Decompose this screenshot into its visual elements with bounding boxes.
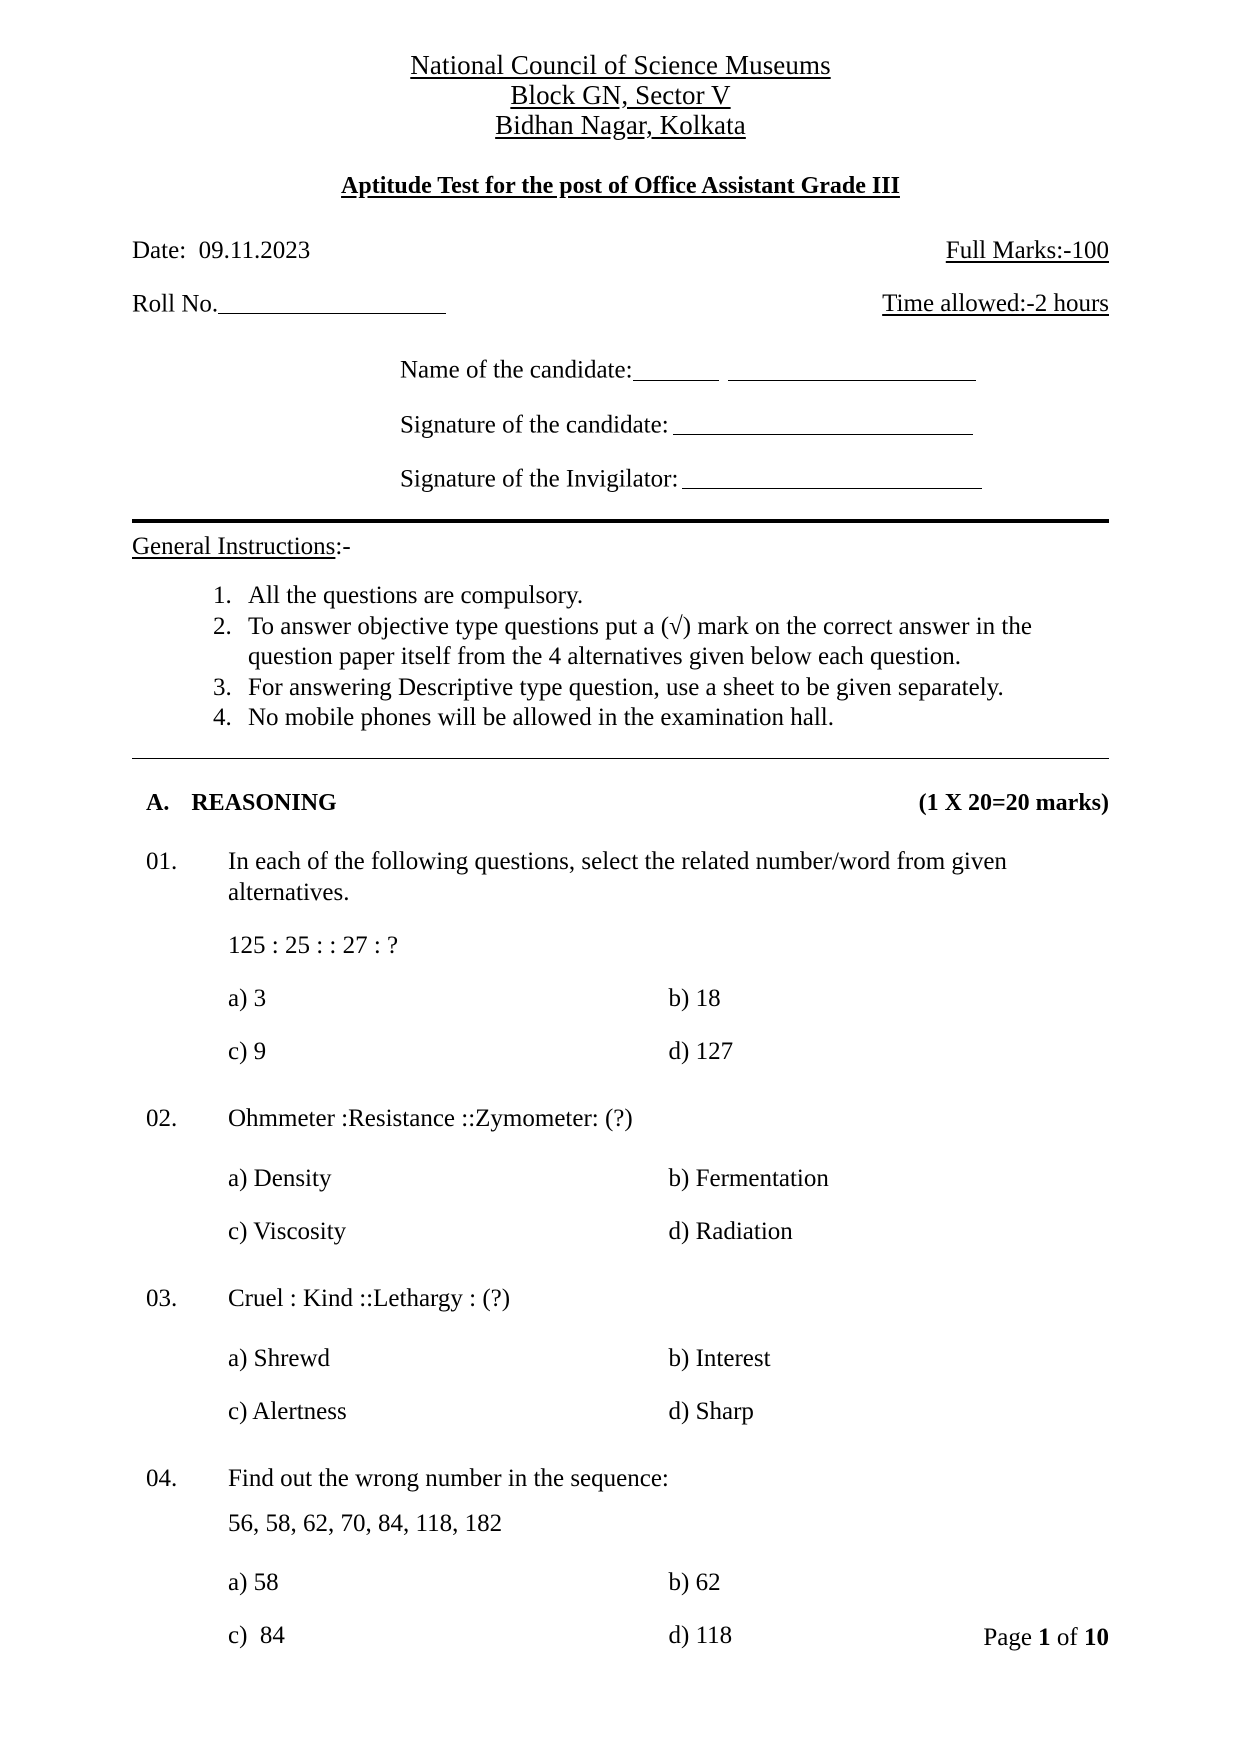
question-body [228,1283,1109,1427]
option-a[interactable]: a) Shrewd [228,1344,331,1372]
option-row [228,1036,1109,1067]
candidate-details-block [132,353,1109,494]
option-b[interactable]: b) Interest [668,1344,771,1372]
full-marks: Full Marks:-100 [945,237,1109,264]
exam-date: Date: 09.11.2023 [132,237,311,264]
option-row [228,1620,1109,1651]
question-stem: In each of the following questions, select the related number/word from given alternatives. [228,847,1007,906]
option-row [228,1163,1109,1194]
invigilator-signature-label: Signature of the Invigilator: [400,465,679,492]
question-stem: Find out the wrong number in the sequence: [228,1464,669,1492]
candidate-name-blank-a[interactable] [633,353,719,380]
date-marks-row [132,236,1109,266]
option-d[interactable]: d) 127 [668,1037,734,1065]
question-stem: Cruel : Kind ::Lethargy : (?) [228,1284,511,1312]
general-instructions-list [132,581,1109,734]
section-name: REASONING [191,789,337,816]
option-row [228,1216,1109,1247]
org-line-2 [132,80,1109,110]
question-body [228,1103,1109,1247]
exam-title-text: Aptitude Test for the post of Office Assistant Grade III [341,173,900,199]
question-stem: Ohmmeter :Resistance ::Zymometer: (?) [228,1104,633,1132]
option-d[interactable]: d) 118 [668,1621,733,1649]
option-a[interactable]: a) 58 [228,1568,279,1596]
section-heading-reasoning [132,790,1109,817]
question-sub-text: 125 : 25 : : 27 : ? [228,931,399,959]
question-number: 04. [146,1464,178,1492]
general-instructions-heading-suffix: :- [335,533,351,560]
instruction-item: 3. For answering Descriptive type question, use a sheet to be given separately. [238,673,1109,704]
divider-thin [132,758,1109,759]
time-allowed: Time allowed:-2 hours [882,290,1109,318]
question-item [132,846,1109,1067]
option-row [228,1343,1109,1374]
question-body [228,1463,1109,1651]
candidate-name-label: Name of the candidate: [400,356,633,384]
page-footer-prefix: Page [983,1624,1039,1651]
candidate-signature-field[interactable] [400,408,1109,440]
question-sub-text: 56, 58, 62, 70, 84, 118, 182 [228,1509,503,1537]
general-instructions-heading [132,532,1109,562]
page-footer [983,1624,1109,1652]
section-letter: A. [146,789,170,816]
option-a[interactable]: a) Density [228,1164,332,1192]
invigilator-signature-blank[interactable] [682,462,982,489]
organization-header [132,50,1109,140]
option-a[interactable]: a) 3 [228,984,267,1012]
invigilator-signature-field[interactable] [400,462,1109,494]
section-heading-left [146,790,337,817]
general-instructions-heading-text: General Instructions [132,533,336,560]
option-b[interactable]: b) 18 [668,984,721,1012]
page-number-total: 10 [1084,1624,1109,1651]
candidate-name-field[interactable] [400,353,1109,385]
candidate-name-blank-b[interactable] [728,353,976,380]
option-row [228,1567,1109,1598]
candidate-signature-label: Signature of the candidate: [400,410,669,438]
option-c[interactable]: c) Viscosity [228,1217,347,1245]
question-number: 02. [146,1104,178,1132]
org-line-3-text: Bidhan Nagar, Kolkata [495,110,746,140]
question-item [132,1283,1109,1427]
instruction-item: 1. All the questions are compulsory. [238,581,1109,612]
exam-title [132,173,1109,200]
page-footer-middle: of [1050,1624,1084,1651]
option-d[interactable]: d) Sharp [668,1397,754,1425]
page-number-current: 1 [1038,1624,1051,1651]
roll-no-label: Roll No. [132,290,219,318]
question-number: 03. [146,1284,178,1312]
question-body [228,846,1109,1067]
option-b[interactable]: b) Fermentation [668,1164,829,1192]
instruction-item: 2. To answer objective type questions put a (√) mark on the correct answer in the question paper itself from the 4 alternatives given below each question. [238,612,1109,673]
roll-time-row [132,287,1109,319]
divider-thick [132,519,1109,523]
section-marks: (1 X 20=20 marks) [918,789,1109,816]
option-c[interactable]: c) Alertness [228,1397,347,1425]
org-line-1 [132,50,1109,80]
option-c[interactable]: c) 84 [228,1621,285,1649]
question-item [132,1463,1109,1651]
candidate-signature-blank[interactable] [673,408,973,435]
org-line-2-text: Block GN, Sector V [510,80,731,110]
option-d[interactable]: d) Radiation [668,1217,793,1245]
option-row [228,1396,1109,1427]
option-b[interactable]: b) 62 [668,1568,721,1596]
instruction-item: 4. No mobile phones will be allowed in the examination hall. [238,703,1109,734]
option-row [228,983,1109,1014]
roll-no-field[interactable] [132,287,446,319]
org-line-1-text: National Council of Science Museums [410,50,831,80]
option-c[interactable]: c) 9 [228,1037,267,1065]
question-number: 01. [146,847,178,875]
roll-no-blank[interactable] [218,287,446,314]
org-line-3 [132,110,1109,140]
question-item [132,1103,1109,1247]
